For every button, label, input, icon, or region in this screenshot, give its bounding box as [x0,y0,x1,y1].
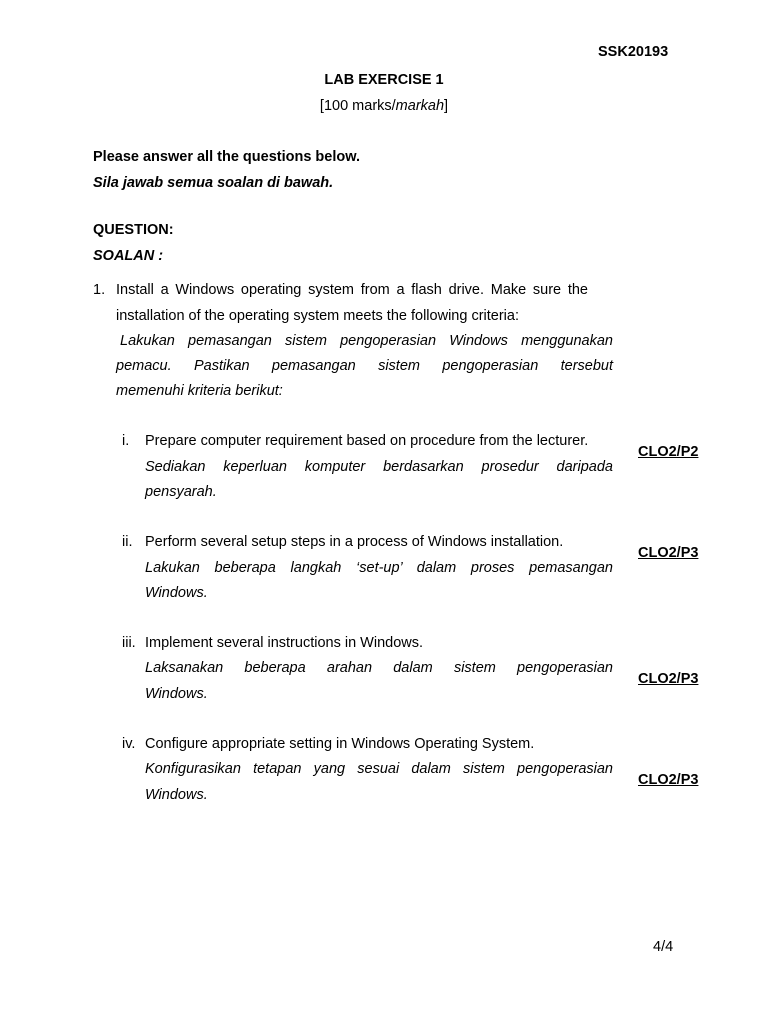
criterion-malay-line2: Windows. [145,787,208,803]
instruction-malay: Sila jawab semua soalan di bawah. [93,175,334,191]
criterion-malay-line1: Konfigurasikan tetapan yang sesuai dalam sistem pengoperasian [145,761,613,777]
criterion-numeral: i. [122,433,130,449]
question-heading-malay: SOALAN : [93,248,164,264]
criterion-english: Configure appropriate setting in Windows Operating System. [145,736,535,752]
criterion-malay-line2: Windows. [145,686,208,702]
criterion-malay-line1: Sediakan keperluan komputer berdasarkan prosedur daripada [145,459,613,475]
criterion-malay-line2: pensyarah. [145,484,217,500]
clo-label: CLO2/P2 [638,444,699,460]
marks-open: [100 marks/ [319,98,396,114]
criterion-malay-line1: Laksanakan beberapa arahan dalam sistem pengoperasian [145,660,613,676]
clo-label: CLO2/P3 [638,545,699,561]
page-title: LAB EXERCISE 1 [324,72,444,88]
marks-line [0,97,768,115]
question-malay-line1: Lakukan pemasangan sistem pengoperasian Windows menggunakan [120,333,613,349]
question-malay-line2: pemacu. Pastikan pemasangan sistem pengoperasian tersebut [116,358,613,374]
criterion-numeral: iii. [122,635,136,651]
page-number: 4/4 [653,939,674,955]
criterion-numeral: iv. [122,736,136,752]
clo-label: CLO2/P3 [638,671,699,687]
instruction-english: Please answer all the questions below. [93,149,360,165]
question-english-line1: Install a Windows operating system from a flash drive. Make sure the [116,282,588,298]
question-malay-line3: memenuhi kriteria berikut: [116,383,283,399]
criterion-english: Implement several instructions in Windows. [145,635,424,651]
criterion-malay-line1: Lakukan beberapa langkah ‘set-up’ dalam proses pemasangan [145,560,613,576]
question-heading: QUESTION: [93,222,174,238]
marks-italic: markah [395,98,445,114]
criterion-malay-line2: Windows. [145,585,208,601]
question-english-line2: installation of the operating system meets the following criteria: [116,308,519,324]
criterion-english: Perform several setup steps in a process of Windows installation. [145,534,564,550]
marks-close: ] [444,98,449,114]
criterion-english: Prepare computer requirement based on procedure from the lecturer. [145,433,589,449]
clo-label: CLO2/P3 [638,772,699,788]
question-number: 1. [93,282,106,298]
criterion-numeral: ii. [122,534,133,550]
course-code: SSK20193 [598,44,669,60]
